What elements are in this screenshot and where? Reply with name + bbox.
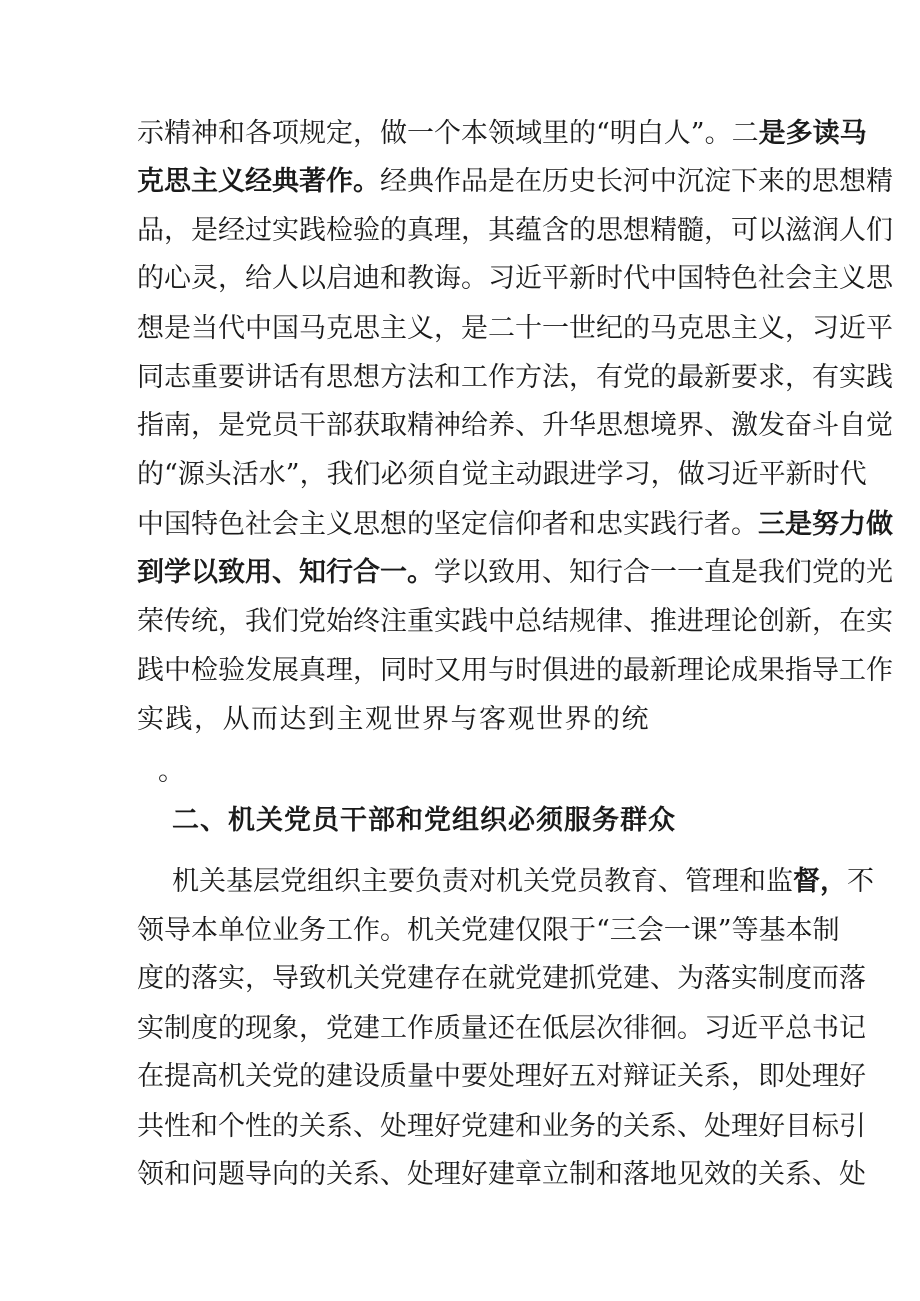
stray-period: 。 [158,756,185,787]
paragraph-line: 践中检验发展真理，同时又用与时俱进的最新理论成果指导工作 [137,655,893,686]
paragraph-line: 想是当代中国马克思主义，是二十一世纪的马克思主义，习近平 [137,313,893,344]
text-run: 不 [847,866,874,897]
text-run: 学以致用、知行合一一直是我们党的光 [434,557,893,588]
bold-run: 督， [793,866,847,897]
text-run: 示精神和各项规定，做一个本领域里的“明白人”。二 [137,118,759,149]
paragraph-line: 品，是经过实践检验的真理，其蕴含的思想精髓，可以滋润人们 [137,215,893,246]
paragraph-line: 领导本单位业务工作。机关党建仅限于“三会一课”等基本制 [137,915,840,946]
paragraph-line: 的心灵，给人以启迪和教诲。习近平新时代中国特色社会主义思 [137,263,893,294]
paragraph-line: 在提高机关党的建设质量中要处理好五对辩证关系，即处理好 [137,1061,866,1092]
paragraph-line [137,164,893,200]
paragraph-line: 共性和个性的关系、处理好党建和业务的关系、处理好目标引 [137,1111,866,1142]
paragraph-line: 度的落实，导致机关党建存在就党建抓党建、为落实制度而落 [137,963,866,994]
bold-run: 是多读马 [758,118,867,149]
paragraph-line: 同志重要讲话有思想方法和工作方法，有党的最新要求，有实践 [137,362,893,393]
paragraph-line: 指南，是党员干部获取精神给养、升华思想境界、激发奋斗自觉 [137,410,893,441]
bold-run: 到学以致用、知行合一。 [137,557,434,588]
bold-run: 克思主义经典著作。 [137,166,380,197]
paragraph-line [137,507,893,543]
paragraph-line [172,864,874,900]
bold-run: 三是努力做 [758,509,893,540]
paragraph-line: 荣传统，我们党始终注重实践中总结规律、推进理论创新，在实 [137,606,893,637]
text-run: 经典作品是在历史长河中沉淀下来的思想精 [380,166,893,197]
section-heading: 二、机关党员干部和党组织必须服务群众 [172,805,676,836]
paragraph-line: 领和问题导向的关系、处理好建章立制和落地见效的关系、处 [137,1159,866,1190]
paragraph-line [137,116,867,152]
paragraph-line [137,555,893,591]
text-run: 中国特色社会主义思想的坚定信仰者和忠实践行者。 [137,509,758,540]
paragraph-line: 的“源头活水”，我们必须自觉主动跟进学习，做习近平新时代 [137,459,867,490]
paragraph-line: 实制度的现象，党建工作质量还在低层次徘徊。习近平总书记 [137,1013,866,1044]
text-run: 机关基层党组织主要负责对机关党员教育、管理和监 [172,866,793,897]
paragraph-line: 实践，从而达到主观世界与客观世界的统 [137,704,650,735]
